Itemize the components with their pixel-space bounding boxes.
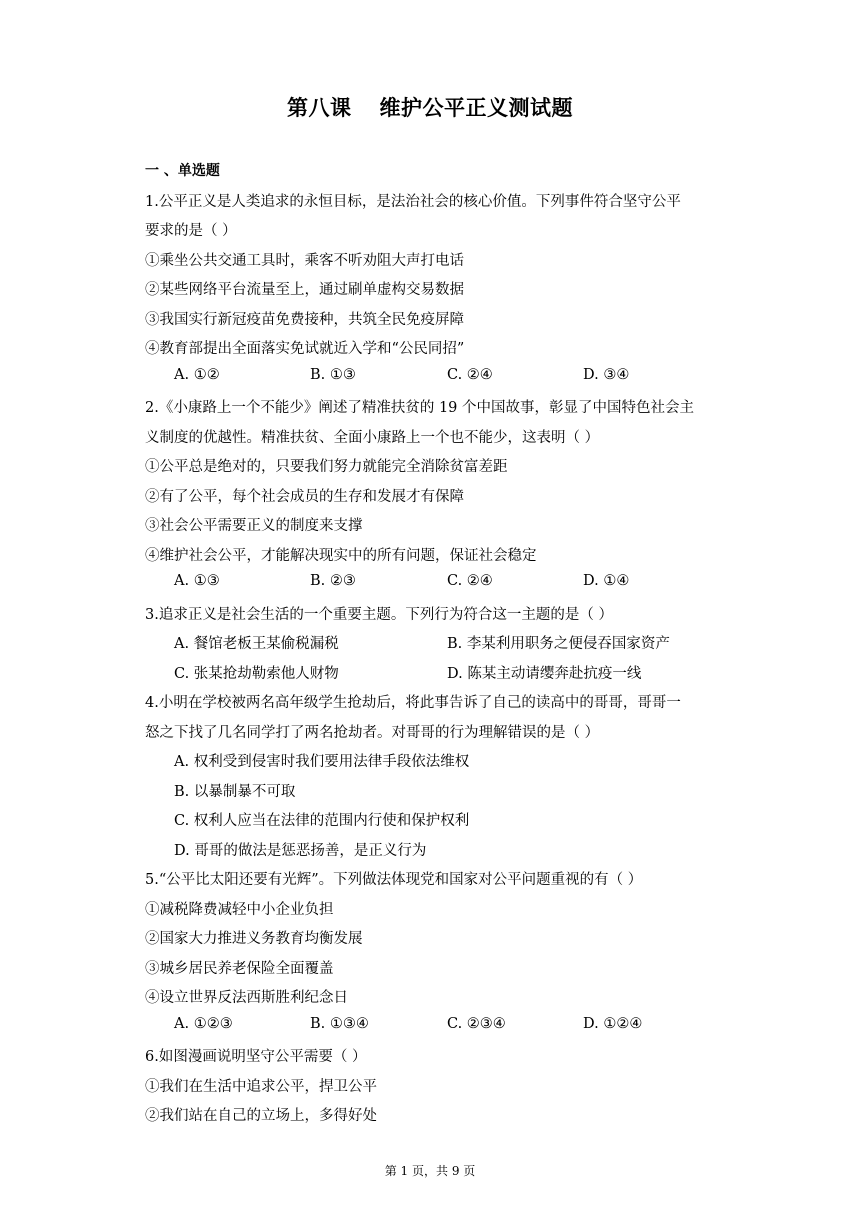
q1-option-b: B. ①③ (310, 367, 356, 383)
q3-option-c: C. 张某抢劫勒索他人财物 (174, 666, 339, 682)
q2-stem-line2: 义制度的优越性。精准扶贫、全面小康路上一个也不能少，这表明（ ） (145, 430, 600, 446)
q5-statement-2: ②国家大力推进义务教育均衡发展 (145, 931, 363, 947)
q2-option-b: B. ②③ (310, 573, 356, 589)
q3-option-a: A. 餐馆老板王某偷税漏税 (174, 636, 339, 652)
q1-option-a: A. ①② (174, 367, 220, 383)
q6-statement-2: ②我们站在自己的立场上，多得好处 (145, 1108, 377, 1124)
q2-option-a: A. ①③ (174, 573, 220, 589)
q5-option-a: A. ①②③ (174, 1016, 233, 1032)
q5-option-c: C. ②③④ (447, 1016, 506, 1032)
q3-stem: 3.追求正义是社会生活的一个重要主题。下列行为符合这一主题的是（ ） (145, 607, 613, 623)
q1-statement-4: ④教育部提出全面落实免试就近入学和“公民同招” (145, 341, 465, 357)
q4-option-d: D. 哥哥的做法是惩恶扬善，是正义行为 (174, 843, 427, 859)
page-title (0, 92, 860, 122)
q3-option-d: D. 陈某主动请缨奔赴抗疫一线 (447, 666, 642, 682)
title-topic: 维护公平正义测试题 (379, 95, 573, 120)
q1-option-c: C. ②④ (447, 367, 493, 383)
page-footer: 第 1 页，共 9 页 (384, 1164, 476, 1178)
q2-statement-1: ①公平总是绝对的，只要我们努力就能完全消除贫富差距 (145, 459, 508, 475)
q1-statement-3: ③我国实行新冠疫苗免费接种，共筑全民免疫屏障 (145, 312, 464, 328)
q2-stem-line1: 2.《小康路上一个不能少》阐述了精准扶贫的 19 个中国故事，彰显了中国特色社会主 (145, 400, 695, 416)
q1-option-d: D. ③④ (583, 367, 630, 383)
q2-option-c: C. ②④ (447, 573, 493, 589)
q4-option-b: B. 以暴制暴不可取 (174, 784, 296, 800)
q5-stem: 5.“公平比太阳还要有光辉”。下列做法体现党和国家对公平问题重视的有（ ） (145, 872, 643, 888)
q1-statement-1: ①乘坐公共交通工具时，乘客不听劝阻大声打电话 (145, 253, 464, 269)
q5-statement-3: ③城乡居民养老保险全面覆盖 (145, 961, 334, 977)
q3-option-b: B. 李某利用职务之便侵吞国家资产 (447, 636, 670, 652)
q2-statement-3: ③社会公平需要正义的制度来支撑 (145, 518, 363, 534)
q5-option-b: B. ①③④ (310, 1016, 369, 1032)
q2-statement-4: ④维护社会公平，才能解决现实中的所有问题，保证社会稳定 (145, 548, 537, 564)
q2-option-d: D. ①④ (583, 573, 630, 589)
q4-stem-line1: 4.小明在学校被两名高年级学生抢劫后，将此事告诉了自己的读高中的哥哥，哥哥一 (145, 695, 681, 711)
q4-option-a: A. 权利受到侵害时我们要用法律手段依法维权 (174, 754, 470, 770)
title-lesson: 第八课 (287, 95, 352, 120)
q4-stem-line2: 怒之下找了几名同学打了两名抢劫者。对哥哥的行为理解错误的是（ ） (145, 725, 600, 741)
q6-stem: 6.如图漫画说明坚守公平需要（ ） (145, 1049, 367, 1065)
section-heading: 一 、单选题 (145, 163, 220, 179)
q6-statement-1: ①我们在生活中追求公平，捍卫公平 (145, 1079, 377, 1095)
q5-statement-4: ④设立世界反法西斯胜利纪念日 (145, 990, 348, 1006)
q5-option-d: D. ①②④ (583, 1016, 643, 1032)
q2-statement-2: ②有了公平，每个社会成员的生存和发展才有保障 (145, 489, 464, 505)
q4-option-c: C. 权利人应当在法律的范围内行使和保护权利 (174, 813, 470, 829)
q5-statement-1: ①减税降费减轻中小企业负担 (145, 902, 334, 918)
q1-stem-line1: 1.公平正义是人类追求的永恒目标，是法治社会的核心价值。下列事件符合坚守公平 (145, 194, 681, 210)
q1-statement-2: ②某些网络平台流量至上，通过刷单虚构交易数据 (145, 282, 464, 298)
q1-stem-line2: 要求的是（ ） (145, 223, 237, 239)
